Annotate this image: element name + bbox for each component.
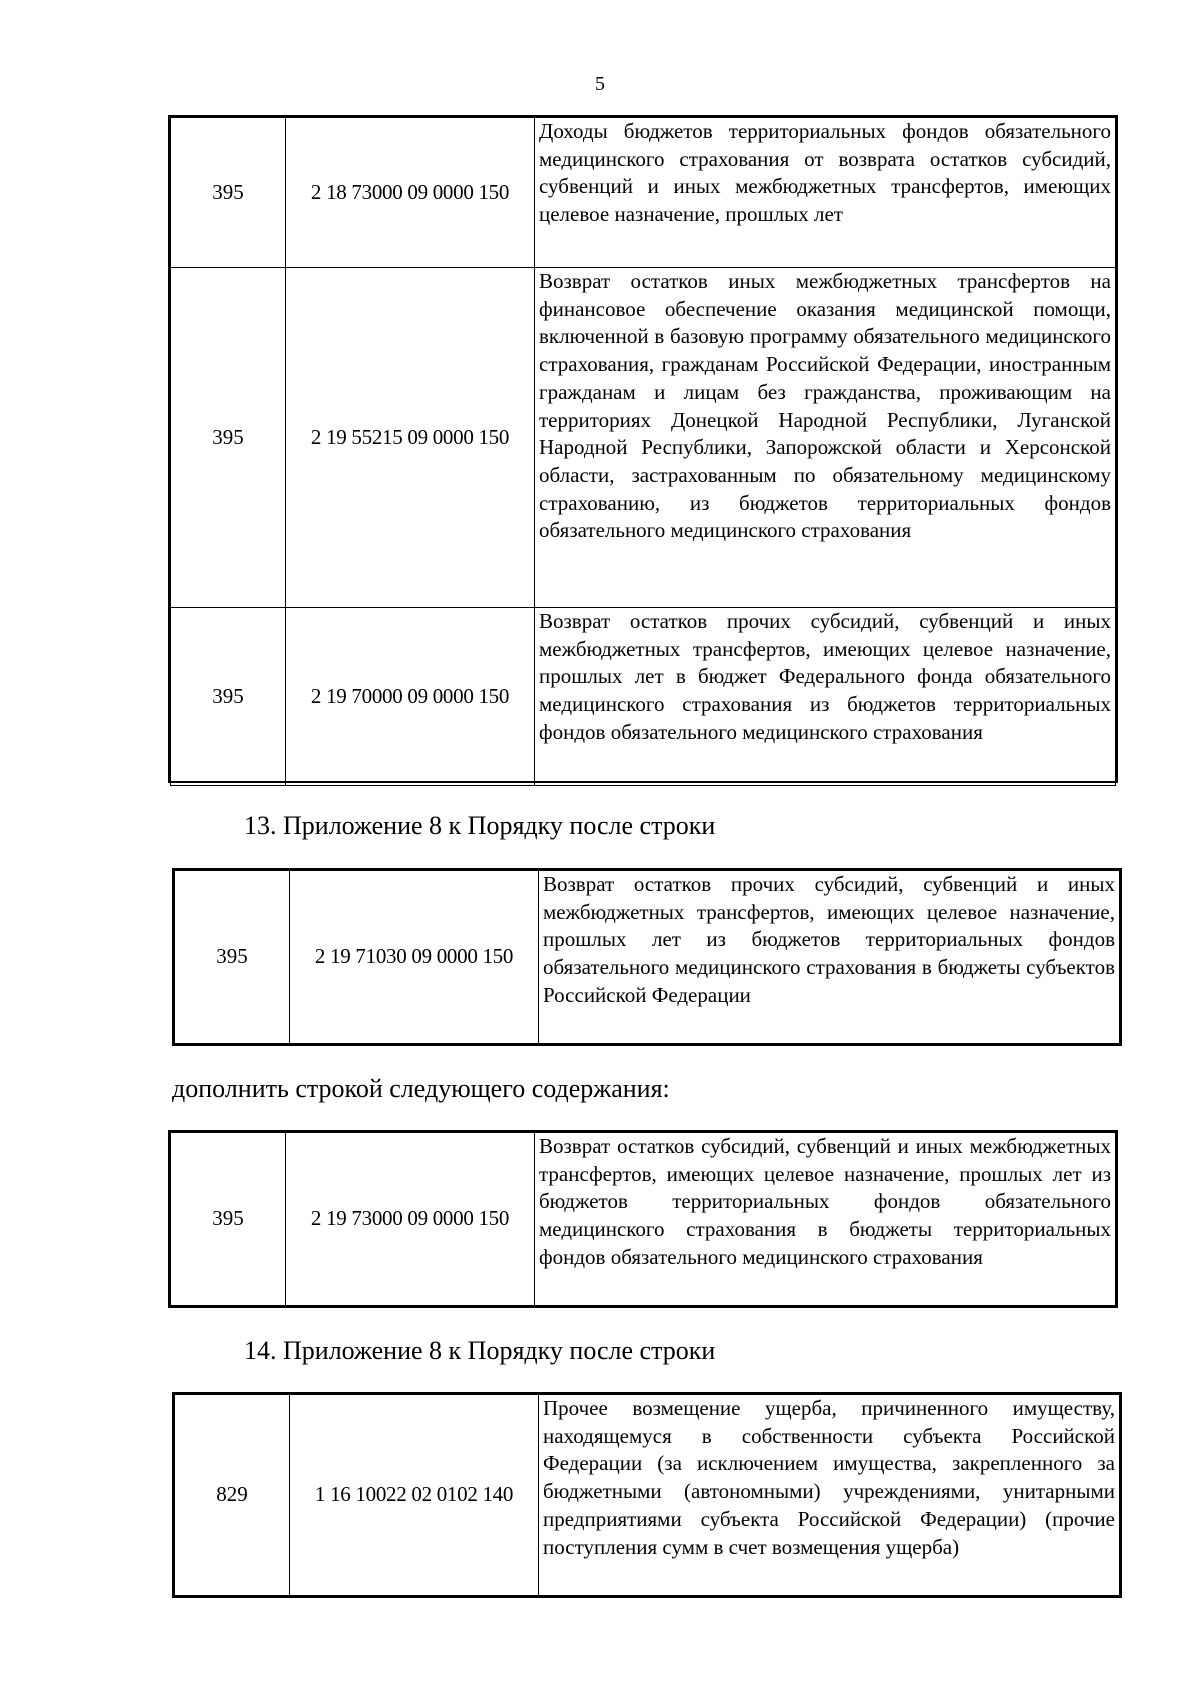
description-cell [535, 268, 1116, 608]
kbk-cell: 2 19 71030 09 0000 150 [290, 871, 539, 1044]
kbk-cell: 1 16 10022 02 0102 140 [290, 1395, 539, 1596]
description-cell [535, 118, 1116, 268]
table-row [175, 871, 1120, 1044]
table-top [168, 115, 1118, 783]
paragraph-13: 13. Приложение 8 к Порядку после строки [244, 811, 716, 840]
description-text: Возврат остатков прочих субсидий, субвенций и иных межбюджетных трансфертов, имеющих целевое назначение, прошлых лет в бюджет Федерального фонда обязательного медицинского страхования из бюджетов территориальных фондов обязательного медицинского страхования [539, 609, 1111, 744]
table-row [171, 118, 1116, 268]
description-cell [535, 608, 1116, 786]
budget-code-cell: 395 [171, 118, 286, 268]
budget-code-cell: 395 [171, 608, 286, 786]
kbk-cell: 2 19 73000 09 0000 150 [286, 1133, 535, 1306]
description-text: Прочее возмещение ущерба, причиненного имуществу, находящемуся в собственности субъекта Российской Федерации (за исключением имущества, закрепленного за бюджетными (автономными) учреждениями, унитарными предприятиями субъекта Российской Федерации) (прочие поступления сумм в счет возмещения ущерба) [543, 1396, 1115, 1559]
description-text: Доходы бюджетов территориальных фондов обязательного медицинского страхования от возврата остатков субсидий, субвенций и иных межбюджетных трансфертов, имеющих целевое назначение, прошлых лет [539, 119, 1111, 227]
kbk-cell: 2 19 70000 09 0000 150 [286, 608, 535, 786]
table-row [175, 1395, 1120, 1596]
kbk-cell: 2 19 55215 09 0000 150 [286, 268, 535, 608]
table-13 [172, 868, 1122, 1046]
description-cell [535, 1133, 1116, 1306]
budget-code-cell: 395 [171, 1133, 286, 1306]
description-cell [539, 871, 1120, 1044]
description-text: Возврат остатков прочих субсидий, субвенций и иных межбюджетных трансфертов, имеющих целевое назначение, прошлых лет из бюджетов территориальных фондов обязательного медицинского страхования в бюджеты субъектов Российской Федерации [543, 872, 1115, 1007]
kbk-cell: 2 18 73000 09 0000 150 [286, 118, 535, 268]
paragraph-add: дополнить строкой следующего содержания: [172, 1074, 670, 1103]
table-row [171, 1133, 1116, 1306]
paragraph-14: 14. Приложение 8 к Порядку после строки [244, 1336, 716, 1365]
budget-code-cell: 395 [171, 268, 286, 608]
table-row [171, 608, 1116, 786]
table-row [171, 268, 1116, 608]
description-cell [539, 1395, 1120, 1596]
description-text: Возврат остатков субсидий, субвенций и иных межбюджетных трансфертов, имеющих целевое назначение, прошлых лет из бюджетов территориальных фондов обязательного медицинского страхования в бюджеты территориальных фондов обязательного медицинского страхования [539, 1134, 1111, 1269]
page-number: 5 [595, 73, 605, 95]
table-add [168, 1130, 1118, 1308]
description-text: Возврат остатков иных межбюджетных трансфертов на финансовое обеспечение оказания медицинской помощи, включенной в базовую программу обязательного медицинского страхования, гражданам Российской Федерации, иностранным гражданам и лицам без гражданства, проживающим на территориях Донецкой Народной Республики, Луганской Народной Республики, Запорожской области и Херсонской области, застрахованным по обязательному медицинскому страхованию, из бюджетов территориальных фондов обязательного медицинского страхования [539, 269, 1111, 543]
table-14 [172, 1392, 1122, 1598]
budget-code-cell: 829 [175, 1395, 290, 1596]
budget-code-cell: 395 [175, 871, 290, 1044]
